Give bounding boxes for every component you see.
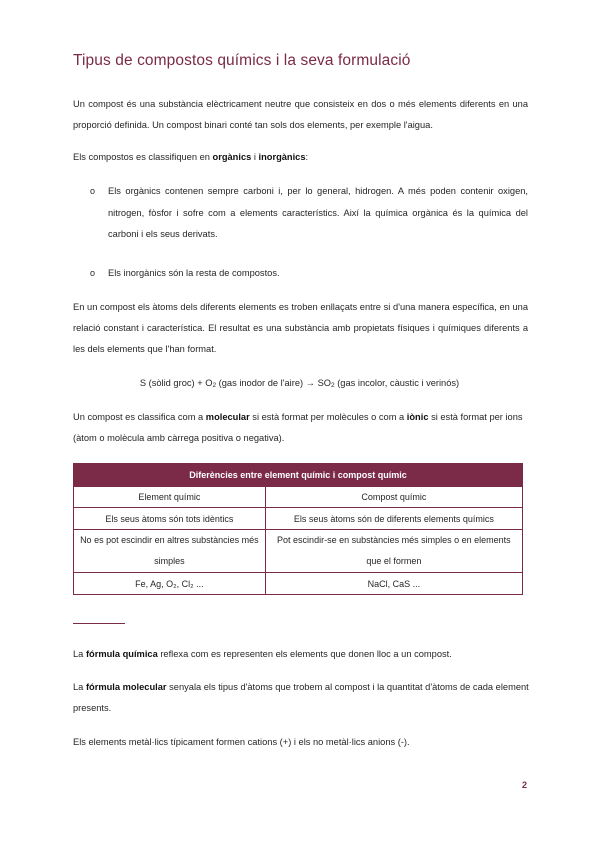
ions-paragraph: Els elements metàl·lics típicament formen cations (+) i els no metàl·lics anions (-). bbox=[73, 737, 410, 747]
equation-part: S (sòlid groc) + O bbox=[139, 378, 213, 388]
table-column-headers bbox=[74, 487, 523, 508]
column-header-element: Element químic bbox=[74, 487, 266, 508]
bond-paragraph: En un compost els àtoms dels diferents elements es troben enllaçats entre si d'una manera específica, en una relació constant i característica. El resultat es una substància amb propietats físiques i químiques diferents a les dels elements que l'han format. bbox=[73, 302, 528, 354]
bullet-marker: o bbox=[90, 186, 96, 196]
classification-paragraph bbox=[73, 147, 528, 168]
equation-part: (gas incolor, càustic i verinós) bbox=[334, 378, 460, 388]
molecular-term: molecular bbox=[205, 412, 250, 422]
molecular-pre: Un compost es classifica com a bbox=[73, 412, 206, 422]
inorganic-term: inorgànics bbox=[258, 152, 306, 162]
molformula-pre: La bbox=[73, 682, 86, 692]
classification-post: : bbox=[305, 152, 309, 162]
table-cell: No es pot escindir en altres substàncies més simples bbox=[74, 530, 266, 573]
table-cell: Els seus àtoms són tots idèntics bbox=[74, 508, 266, 530]
molecular-post: si està format per ions (àtom o molècula amb càrrega positiva o negativa). bbox=[73, 412, 523, 443]
section-divider bbox=[73, 623, 125, 624]
table-row bbox=[74, 530, 523, 573]
bullet-marker: o bbox=[90, 268, 96, 278]
table-cell: Pot escindir-se en substàncies més simples o en elements que el formen bbox=[265, 530, 522, 573]
organic-term: orgànics bbox=[212, 152, 252, 162]
bullet-organic: Els orgànics contenen sempre carboni i, per lo general, hidrogen. A més poden contenir oxigen, nitrogen, fòsfor i sofre com a elements característics. Així la química orgànica és la química del carboni i els seus derivats. bbox=[108, 186, 528, 239]
molformula-post: senyala els tipus d'àtoms que trobem al compost i la quantitat d'àtoms de cada element presents. bbox=[73, 682, 529, 713]
table-row bbox=[74, 508, 523, 530]
table-header-row bbox=[74, 464, 523, 487]
page-title: Tipus de compostos químics i la seva formulació bbox=[73, 52, 411, 69]
molecular-mid: si està format per molècules o com a bbox=[249, 412, 407, 422]
ionic-term: iònic bbox=[406, 412, 429, 422]
comparison-table bbox=[73, 463, 523, 595]
equation-subscript: 2 bbox=[331, 382, 335, 389]
chemical-formula-paragraph bbox=[73, 644, 528, 665]
table-row bbox=[74, 573, 523, 595]
molecular-formula-term: fórmula molecular bbox=[85, 682, 167, 692]
page-number: 2 bbox=[522, 780, 528, 790]
reaction-equation bbox=[0, 374, 599, 395]
column-header-compound: Compost químic bbox=[265, 487, 522, 508]
molecular-ionic-paragraph bbox=[73, 407, 533, 449]
table-cell: Els seus àtoms són de diferents elements químics bbox=[265, 508, 522, 530]
intro-paragraph: Un compost és una substància elèctricament neutre que consisteix en dos o més elements diferents en una proporció definida. Un compost binari conté tan sols dos elements, per exemple l'aigua. bbox=[73, 99, 528, 130]
table-title: Diferències entre element químic i compost químic bbox=[74, 464, 523, 487]
classification-pre: Els compostos es classifiquen en bbox=[73, 152, 213, 162]
equation-part: (gas inodor de l'aire) → SO bbox=[216, 378, 331, 388]
molecular-formula-paragraph bbox=[73, 677, 533, 719]
equation-subscript: 2 bbox=[212, 382, 217, 389]
formula-post: reflexa com es representen els elements que donen lloc a un compost. bbox=[157, 649, 452, 659]
classification-mid: i bbox=[251, 152, 259, 162]
bullet-inorganic: Els inorgànics són la resta de compostos. bbox=[108, 268, 280, 278]
formula-pre: La bbox=[73, 649, 86, 659]
table-cell: NaCl, CaS ... bbox=[265, 573, 522, 595]
chemical-formula-term: fórmula química bbox=[85, 649, 158, 659]
table-cell: Fe, Ag, O₂, Cl₂ ... bbox=[74, 573, 266, 595]
